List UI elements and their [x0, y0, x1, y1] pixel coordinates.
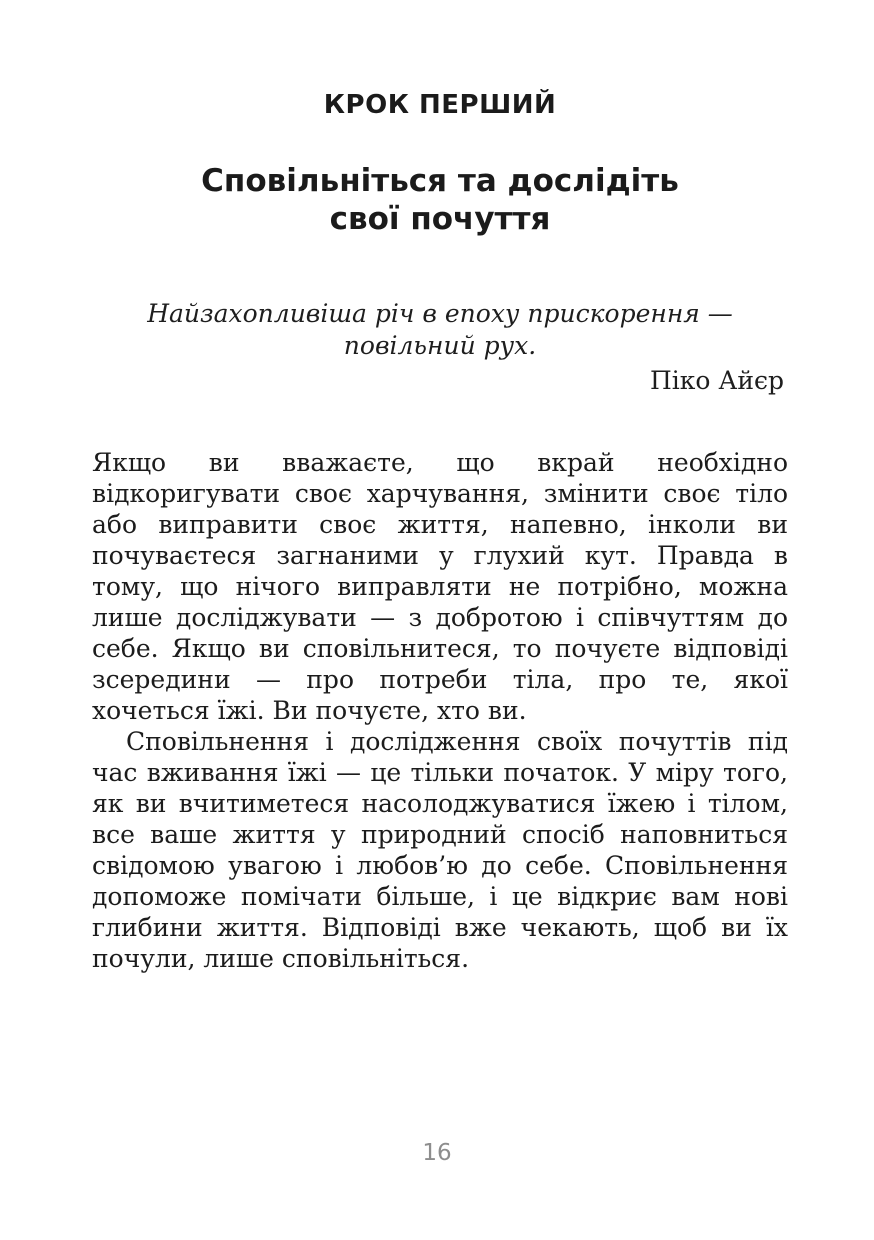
body-text — [92, 447, 788, 974]
paragraph: Сповільнення і дослідження своїх почуттів під час вживання їжі — це тільки початок. У міру того, як ви вчитиметеся насолоджуватися їжею і тілом, все ваше життя у природний спосіб наповниться свідомою увагою і любов’ю до себе. Сповільнення допоможе помічати більше, і це відкриє вам нові глибини життя. Відповіді вже чекають, щоб ви їх почули, лише сповільніться. — [92, 727, 788, 973]
chapter-title-line-1: Сповільніться та дослідіть — [201, 163, 679, 199]
chapter-title-line-2: свої почуття — [329, 201, 551, 237]
chapter-kicker: КРОК ПЕРШИЙ — [323, 90, 557, 120]
paragraph: Якщо ви вважаєте, що вкрай необхідно відкоригувати своє харчування, змінити своє тіло або виправити своє життя, напевно, інколи ви почуваєтеся загнаними у глухий кут. Правда в тому, що нічого виправляти не потрібно, можна лише досліджувати — з добротою і співчуттям до себе. Якщо ви сповільнитеся, то почуєте відповіді зсередини — про потреби тіла, про те, якої хочеться їжі. Ви почуєте, хто ви. — [92, 448, 788, 725]
epigraph-quote: Найзахопливіша річ в епоху прискорення — повільний рух. — [147, 299, 733, 360]
chapter-title — [92, 162, 788, 238]
page-number: 16 — [422, 1140, 452, 1166]
epigraph-author: Піко Айєр — [649, 366, 784, 395]
